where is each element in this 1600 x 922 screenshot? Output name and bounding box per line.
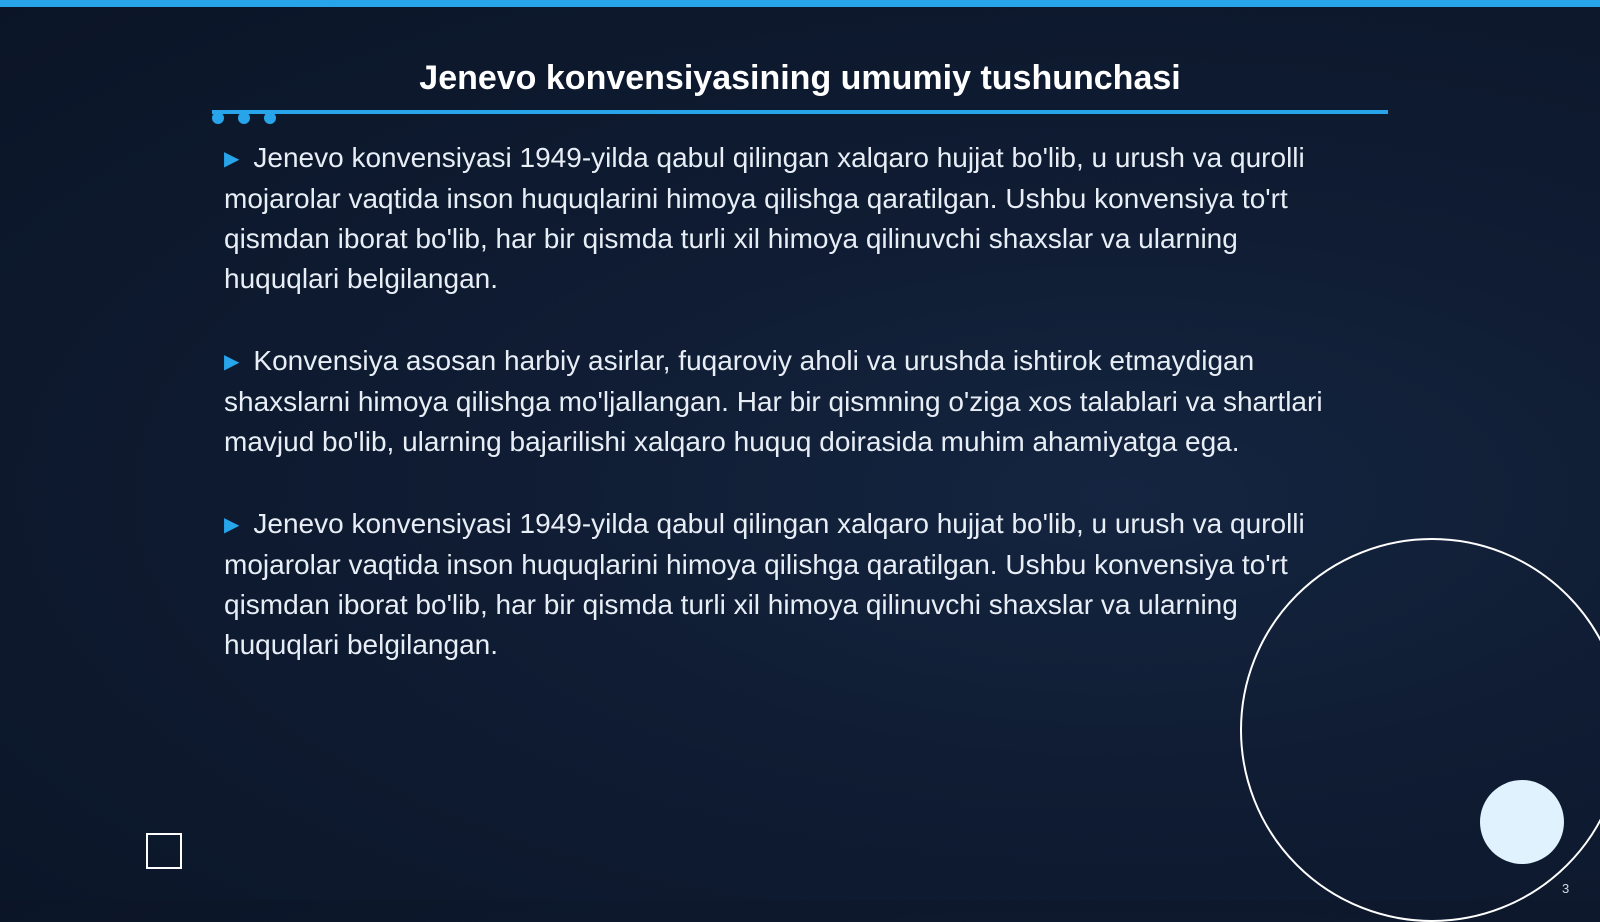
bullet-paragraph-3 — [224, 504, 1354, 665]
triangle-right-icon: ▶ — [224, 148, 240, 170]
paragraph-text: Konvensiya asosan harbiy asirlar, fuqaroviy aholi va urushda ishtirok etmaydigan shaxslarni himoya qilishga mo'ljallangan. Har bir qismning o'ziga xos talablari va shartlari mavjud bo'lib, ularning bajarilishi xalqaro huquq doirasida muhim ahamiyatga ega. — [224, 345, 1323, 457]
decor-dot — [212, 112, 224, 124]
decor-dot — [238, 112, 250, 124]
slide-title: Jenevo konvensiyasining umumiy tushunchasi — [419, 59, 1181, 97]
decor-circle-filled — [1480, 780, 1564, 864]
top-accent-bar — [0, 0, 1600, 7]
triangle-right-icon: ▶ — [224, 351, 240, 373]
slide-body — [224, 138, 1354, 707]
decor-square — [146, 833, 182, 869]
decor-circle-outline — [1240, 538, 1600, 922]
page-number: 3 — [1562, 881, 1570, 896]
triangle-right-icon: ▶ — [224, 514, 240, 536]
title-underline — [212, 110, 1388, 114]
bullet-paragraph-2 — [224, 341, 1354, 462]
paragraph-text: Jenevo konvensiyasi 1949-yilda qabul qilingan xalqaro hujjat bo'lib, u urush va qurolli mojarolar vaqtida inson huquqlarini himoya qilishga qaratilgan. Ushbu konvensiya to'rt qismdan iborat bo'lib, har bir qismda turli xil himoya qilinuvchi shaxslar va ularning huquqlari belgilangan. — [224, 142, 1305, 294]
decor-dot — [264, 112, 276, 124]
bullet-paragraph-1 — [224, 138, 1354, 299]
paragraph-text: Jenevo konvensiyasi 1949-yilda qabul qilingan xalqaro hujjat bo'lib, u urush va qurolli mojarolar vaqtida inson huquqlarini himoya qilishga qaratilgan. Ushbu konvensiya to'rt qismdan iborat bo'lib, har bir qismda turli xil himoya qilinuvchi shaxslar va ularning huquqlari belgilangan. — [224, 508, 1305, 660]
